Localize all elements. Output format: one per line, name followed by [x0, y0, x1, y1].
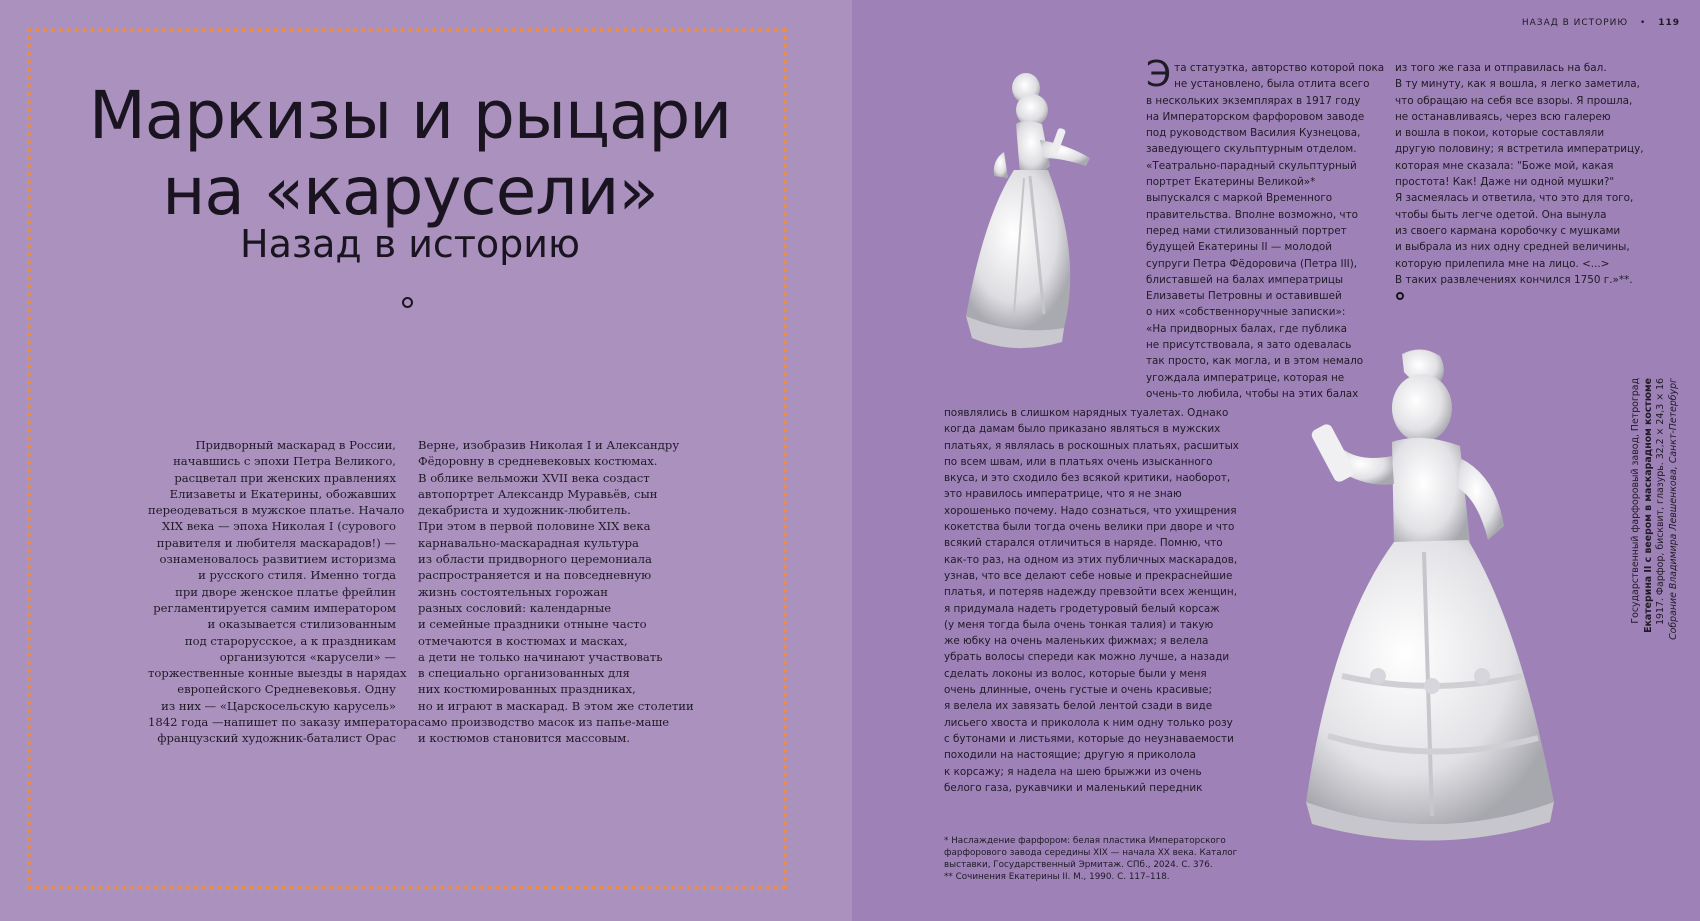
figurine-small-image [944, 66, 1104, 362]
text-line: на Императорском фарфоровом заводе [1146, 110, 1365, 123]
text-line: но и играют в маскарад. В этом же столетии [418, 698, 694, 713]
text-line: по всем швам, или в платьях очень изысканного [944, 455, 1213, 468]
text-line: которая мне сказала: "Боже мой, какая [1395, 159, 1614, 172]
text-line: под руководством Василия Кузнецова, [1146, 127, 1361, 140]
text-line: которую прилепила мне на лицо. <...> [1395, 257, 1610, 270]
right-column-1-wide [944, 405, 1244, 796]
text-line: супруги Петра Фёдоровича (Петра III), [1146, 257, 1358, 270]
text-line: платьях, я являлась в роскошных платьях, расшитых [944, 439, 1239, 452]
intro-column-left [148, 437, 418, 747]
footnote-line: * Наслаждение фарфором: белая пластика Императорского [944, 836, 1226, 846]
text-line: них костюмированных праздниках, [418, 682, 636, 697]
text-line: XIX века — эпоха Николая I (сурового [161, 519, 396, 534]
text-line: платья, и потеряв надежду превзойти всех женщин, [944, 586, 1238, 599]
text-line: декабриста и художник-любитель. [418, 503, 631, 518]
text-line: что обращаю на себя все взоры. Я прошла, [1395, 94, 1633, 107]
circle-bullet-icon [1396, 292, 1404, 300]
caption-line: 1917. Фарфор, бисквит, глазурь. 32,2 × 24,3 × 16 [1655, 378, 1667, 625]
text-line: Елизаветы Петровны и оставившей [1146, 290, 1342, 303]
text-line: торжественные конные выезды в нарядах [148, 666, 407, 681]
article-title [60, 78, 760, 230]
text-line: ознаменовалось развитием историзма [159, 552, 396, 567]
text-line: не останавливаясь, через всю галерею [1395, 110, 1611, 123]
footnote-line: фарфорового завода середины XIX — начала XX века. Каталог [944, 848, 1238, 858]
text-line: организуются «карусели» — [219, 649, 396, 664]
text-line: так просто, как могла, и в этом немало [1146, 355, 1364, 368]
text-line: в специально организованных для [418, 666, 630, 681]
text-line: сделать локоны из волос, которые были у меня [944, 667, 1207, 680]
text-line: В ту минуту, как я вошла, я легко заметила, [1395, 78, 1640, 91]
text-line: правителя и любителя маскарадов!) — [156, 535, 396, 550]
text-line: и русского стиля. Именно тогда [198, 568, 396, 583]
title-line-2: на «карусели» [162, 153, 658, 230]
article-subtitle: Назад в историю [240, 222, 580, 266]
text-line: (у меня тогда была очень тонкая талия) и такую [944, 618, 1214, 631]
photo-caption [1630, 378, 1680, 646]
text-line: европейского Средневековья. Одну [177, 682, 396, 697]
text-line: же юбку на очень маленьких фижмах; я велела [944, 635, 1209, 648]
text-line: В облике вельможи XVII века создаст [418, 470, 650, 485]
text-line: и костюмов становится массовым. [418, 731, 630, 746]
title-line-1: Маркизы и рыцари [88, 77, 732, 154]
text-line: не присутствовала, я зато одевалась [1146, 339, 1352, 352]
text-line: появлялись в слишком нарядных туалетах. Однако [944, 407, 1229, 419]
dropcap: Э [1146, 54, 1172, 95]
text-line: к корсажу; я надела на шею брыжжи из очень [944, 765, 1202, 778]
text-line: в нескольких экземплярах в 1917 году [1146, 94, 1361, 107]
text-line: другую половину; я встретила императрицу, [1395, 143, 1644, 156]
text-line: я велела их завязать белой лентой сзади в виде [944, 700, 1213, 713]
footnote-line: выставки, Государственный Эрмитаж. СПб., 2024. С. 376. [944, 860, 1213, 870]
text-line: начавшись с эпохи Петра Великого, [173, 454, 396, 469]
text-line: «На придворных балах, где публика [1146, 322, 1347, 335]
text-line: и семейные праздники отныне часто [418, 617, 647, 632]
text-line: Фёдоровну в средневековых костюмах. [418, 454, 658, 469]
text-line: карнавально-маскарадная культура [418, 535, 639, 550]
figurine-large-image [1282, 346, 1572, 846]
text-line: как-то раз, на одном из этих публичных маскарадов, [944, 553, 1238, 566]
text-line: само производство масок из папье-маше [418, 715, 670, 730]
text-line: и выбрала из них одну средней величины, [1395, 241, 1630, 254]
text-line: Елизаветы и Екатерины, обожавших [169, 486, 396, 501]
text-line: разных сословий: календарные [418, 600, 612, 615]
text-line: жизнь состоятельных горожан [418, 584, 609, 599]
text-line: очень-то любила, чтобы на этих балах [1146, 387, 1359, 400]
page-number: 119 [1658, 18, 1680, 28]
text-line: узнав, что все делают себе новые и прекраснейшие [944, 569, 1233, 582]
right-column-2 [1395, 60, 1644, 288]
text-line: правительства. Вполне возможно, что [1146, 208, 1358, 221]
text-line: регламентируется самим императором [153, 600, 396, 615]
text-line: французский художник-баталист Орас [157, 731, 396, 746]
text-line: хорошенько почему. Надо сознаться, что ухищрения [944, 504, 1237, 517]
caption-line: Собрание Владимира Левшенкова, Санкт-Петербург [1667, 378, 1679, 640]
text-line: из области придворного церемониала [418, 552, 652, 567]
section-name: НАЗАД В ИСТОРИЮ [1521, 18, 1629, 28]
caption-line: Екатерина II с веером в маскарадном костюме [1642, 378, 1654, 633]
text-line: с бутонами и листьями, которые до неузнаваемости [944, 732, 1234, 745]
text-line: лисьего хвоста и приколола к ним одну только розу [944, 716, 1233, 729]
text-line: та статуэтка, авторство которой пока [1174, 62, 1385, 74]
text-line: не установлено, была отлита всего [1174, 78, 1370, 91]
text-line: из того же газа и отправилась на бал. [1395, 62, 1607, 74]
text-line: угождала императрице, которая не [1146, 371, 1345, 384]
footnotes [944, 835, 1237, 883]
text-line: выпускался с маркой Временного [1146, 192, 1333, 205]
circle-bullet-icon [402, 297, 413, 308]
text-line: портрет Екатерины Великой»* [1146, 176, 1316, 189]
text-line: и вошла в покои, которые составляли [1395, 127, 1605, 140]
text-line: убрать волосы спереди как можно лучше, а назади [944, 651, 1230, 664]
text-line: походили на настоящие; другую я приколола [944, 749, 1196, 762]
text-line: При этом в первой половине XIX века [418, 519, 651, 534]
text-line: В таких развлечениях кончился 1750 г.»**. [1395, 273, 1633, 286]
text-line: при дворе женское платье фрейлин [175, 584, 396, 599]
text-line: и оказывается стилизованным [207, 617, 396, 632]
text-line: это нравилось императрице, что я не знаю [944, 488, 1182, 501]
text-line: распространяется и на повседневную [418, 568, 652, 583]
text-line: автопортрет Александр Муравьёв, сын [418, 486, 658, 501]
text-line: Я засмеялась и ответила, что это для того, [1395, 192, 1634, 205]
footnote-line: ** Сочинения Екатерины II. М., 1990. С. 117–118. [944, 872, 1170, 882]
text-line: из них — «Царскосельскую карусель» [161, 698, 396, 713]
intro-column-middle [418, 437, 694, 747]
right-page [852, 0, 1700, 921]
text-line: перед нами стилизованный портрет [1146, 224, 1347, 237]
text-line: заведующего скульптурным отделом. [1146, 143, 1357, 156]
text-line: о них «собственноручные записки»: [1146, 306, 1346, 319]
text-line: расцветал при женских правлениях [174, 470, 396, 485]
text-line: когда дамам было приказано являться в мужских [944, 423, 1221, 436]
text-line: я придумала надеть гродетуровый белый корсаж [944, 602, 1220, 615]
right-column-1 [1146, 54, 1386, 402]
text-line: белого газа, рукавчики и маленький передник [944, 781, 1203, 794]
text-line: 1842 года —напишет по заказу императора [148, 715, 418, 730]
text-line: чтобы быть легче одетой. Она вынула [1395, 208, 1607, 221]
text-line: вкуса, и это сходило без всякой критики, наоборот, [944, 472, 1231, 485]
text-line: очень длинные, очень густые и очень красивые; [944, 684, 1212, 697]
text-line: всякий старался отличиться в наряде. Помню, что [944, 537, 1223, 550]
running-header [1514, 18, 1680, 28]
text-line: из своего кармана коробочку с мушками [1395, 224, 1621, 237]
text-line: Придворный маскарад в России, [195, 438, 396, 452]
text-line: а дети не только начинают участвовать [418, 649, 663, 664]
text-line: «Театрально-парадный скульптурный [1146, 159, 1357, 172]
text-line: кокетства были тогда очень велики при дворе и что [944, 521, 1235, 534]
text-line: переодеваться в мужское платье. Начало [148, 503, 405, 518]
header-separator: • [1640, 18, 1647, 28]
text-line: блиставшей на балах императрицы [1146, 273, 1344, 286]
text-line: будущей Екатерины II — молодой [1146, 241, 1333, 254]
text-line: под старорусское, а к праздникам [184, 633, 396, 648]
text-line: отмечаются в костюмах и масках, [418, 633, 628, 648]
text-line: Верне, изобразив Николая I и Александру [418, 438, 680, 452]
text-line: простота! Как! Даже ни одной мушки?" [1395, 176, 1615, 189]
caption-line: Государственный фарфоровый завод, Петроград [1630, 378, 1641, 624]
